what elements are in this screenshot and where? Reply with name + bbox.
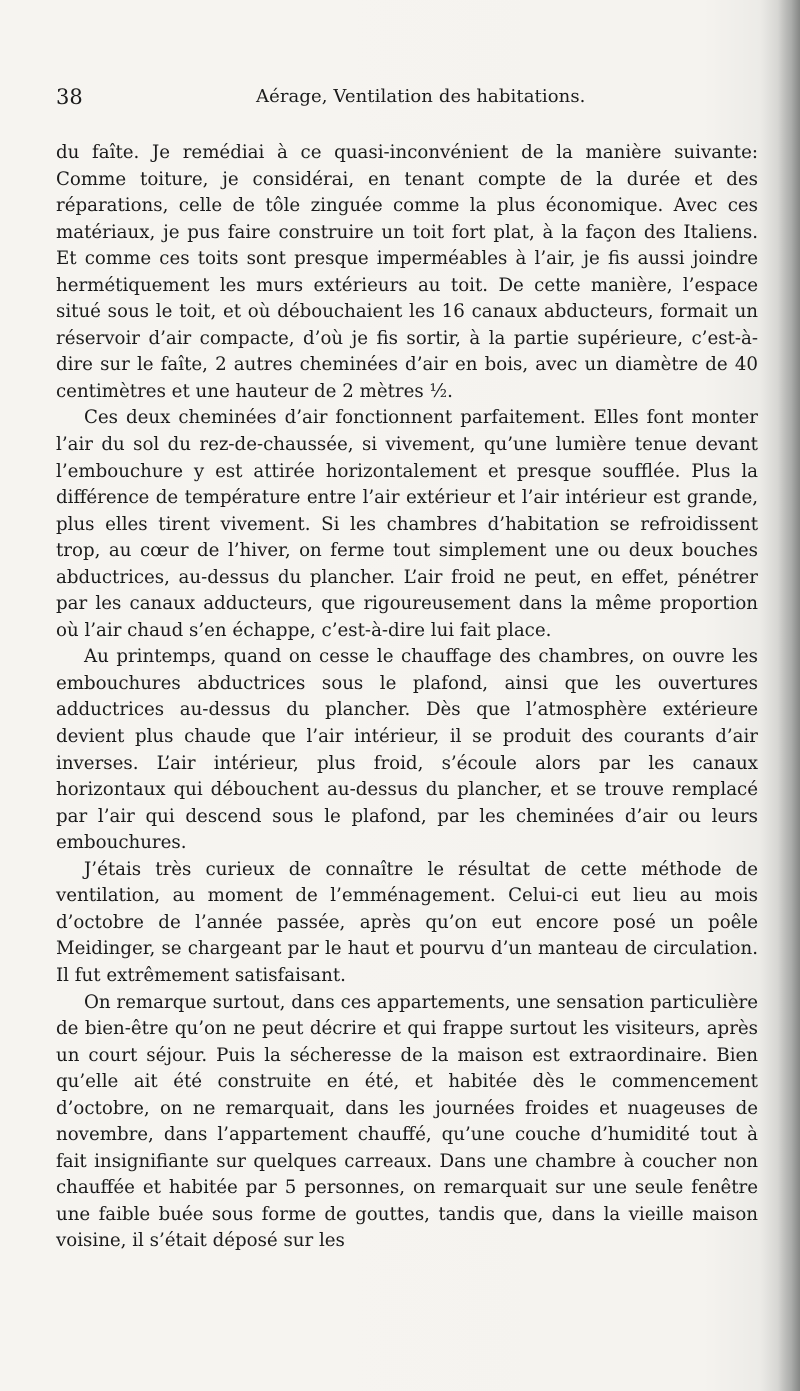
paragraph: Au printemps, quand on cesse le chauffage des chambres, on ouvre les embouchures abductrices sous le plafond, ainsi que les ouvertures adductrices au-dessus du plancher. Dès que l’atmosphère extérieure devient plus chaude que l’air intérieur, il se produit des courants d’air inverses. L’air intérieur, plus froid, s’écoule alors par les canaux horizontaux qui débouchent au-dessus du plancher, et se trouve remplacé par l’air qui descend sous le plafond, par les cheminées d’air ou leurs embouchures. xyxy=(56,646,758,854)
paragraph: Ces deux cheminées d’air fonctionnent parfaitement. Elles font monter l’air du sol du rez-de-chaussée, si vivement, qu’une lumière tenue devant l’embouchure y est attirée horizontalement et presque soufflée. Plus la différence de température entre l’air extérieur et l’air intérieur est grande, plus elles tirent vivement. Si les chambres d’habitation se refroidissent trop, au cœur de l’hiver, on ferme tout simplement une ou deux bouches abductrices, au-dessus du plancher. L’air froid ne peut, en effet, pénétrer par les canaux adducteurs, que rigoureusement dans la même proportion où l’air chaud s’en échappe, c’est-à-dire lui fait place. xyxy=(56,407,758,641)
page-binding-shadow xyxy=(778,0,800,1391)
running-head xyxy=(56,82,756,112)
body-text xyxy=(56,140,758,1255)
page-number: 38 xyxy=(56,85,83,109)
paragraph: On remarque surtout, dans ces appartements, une sensation particulière de bien-être qu’on ne peut décrire et qui frappe surtout les visiteurs, après un court séjour. Puis la sécheresse de la maison est extraordinaire. Bien qu’elle ait été construite en été, et habitée dès le commencement d’octobre, on ne remarquait, dans les journées froides et nuageuses de novembre, dans l’appartement chauffé, qu’une couche d’humidité tout à fait insignifiante sur quelques carreaux. Dans une chambre à coucher non chauffée et habitée par 5 personnes, on remarquait sur une seule fenêtre une faible buée sous forme de gouttes, tandis que, dans la vieille maison voisine, il s’était déposé sur les xyxy=(56,991,758,1252)
running-title: Aérage, Ventilation des habitations. xyxy=(256,86,586,107)
paragraph: du faîte. Je remédiai à ce quasi-inconvénient de la manière suivante: Comme toiture, je considérai, en tenant compte de la durée et des réparations, celle de tôle zinguée comme la plus économique. Avec ces matériaux, je pus faire construire un toit fort plat, à la façon des Italiens. Et comme ces toits sont presque imperméables à l’air, je fis aussi joindre hermétiquement les murs extérieurs au toit. De cette manière, l’espace situé sous le toit, et où débouchaient les 16 canaux abducteurs, formait un réservoir d’air compacte, d’où je fis sortir, à la partie supérieure, c’est-à-dire sur le faîte, 2 autres cheminées d’air en bois, avec un diamètre de 40 centimètres et une hauteur de 2 mètres ½. xyxy=(56,142,758,402)
paragraph: J’étais très curieux de connaître le résultat de cette méthode de ventilation, au moment de l’emménagement. Celui-ci eut lieu au mois d’octobre de l’année passée, après qu’on eut encore posé un poêle Meidinger, se chargeant par le haut et pourvu d’un manteau de circulation. Il fut extrêmement satisfaisant. xyxy=(56,858,758,986)
